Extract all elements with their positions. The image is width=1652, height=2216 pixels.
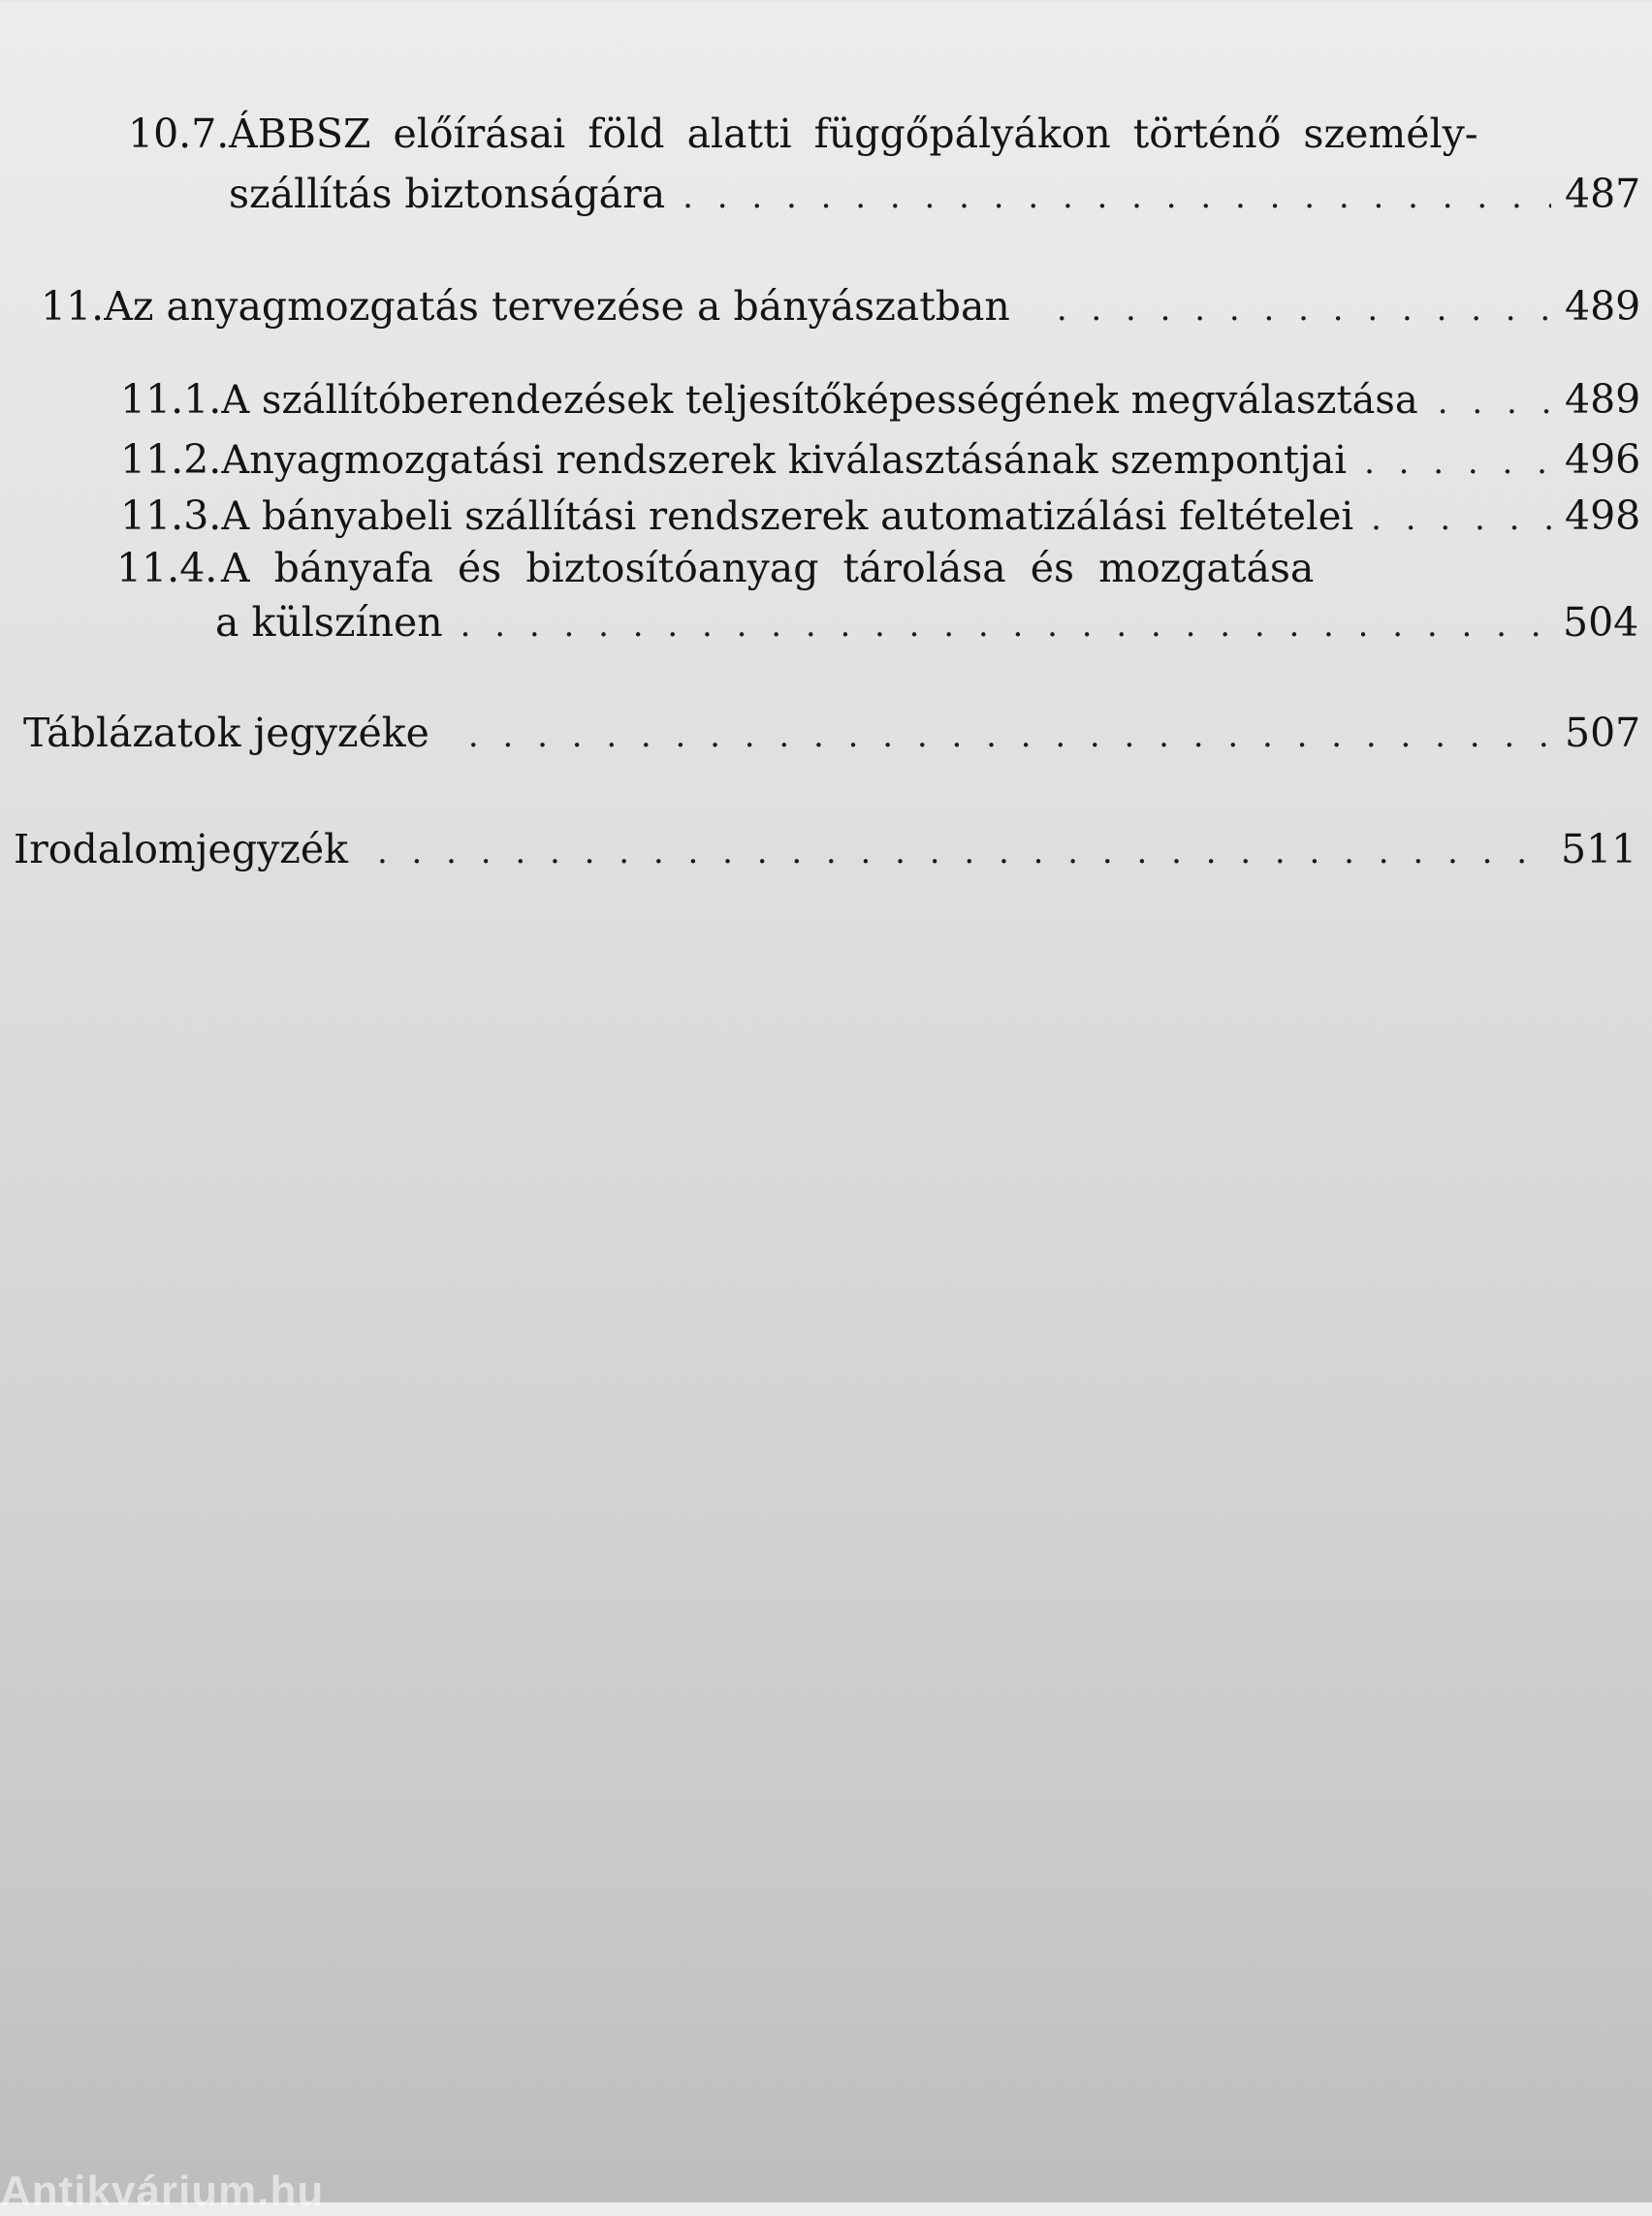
toc-number: 11. <box>41 283 105 330</box>
dot-leader <box>468 719 1551 752</box>
toc-title: A szállítóberendezések teljesítőképességének megválasztása <box>221 378 1418 423</box>
toc-page-number: 498 <box>1565 492 1641 539</box>
toc-entry-11-4-line2[interactable] <box>215 599 1639 646</box>
toc-title: Táblázatok jegyzéke <box>23 710 429 756</box>
toc-title-continued: szállítás biztonságára <box>229 171 666 217</box>
toc-entry-bibliography[interactable] <box>14 826 1637 872</box>
toc-title-continued: a külszínen <box>215 599 443 646</box>
dot-leader <box>1371 502 1551 535</box>
toc-entry-11-1[interactable] <box>120 376 1641 423</box>
toc-page-number: 496 <box>1565 436 1641 483</box>
toc-number: 10.7. <box>128 111 230 157</box>
toc-title: A bányabeli szállítási rendszerek automatizálási feltételei <box>221 494 1354 539</box>
toc-page-number: 511 <box>1561 826 1637 872</box>
toc-entry-11[interactable] <box>41 283 1641 330</box>
toc-title: Anyagmozgatási rendszerek kiválasztásának szempontjai <box>221 438 1348 483</box>
toc-entry-11-2[interactable] <box>120 436 1641 483</box>
toc-page-number: 489 <box>1565 376 1641 423</box>
toc-entry-tables[interactable] <box>23 710 1641 756</box>
dot-leader <box>1057 293 1551 326</box>
toc-title: A bányafa és biztosítóanyag tárolása és mozgatása <box>221 545 1315 591</box>
toc-title: Irodalomjegyzék <box>14 826 348 872</box>
toc-entry-10-7-line1[interactable] <box>128 111 1543 157</box>
toc-page-number: 487 <box>1565 171 1641 217</box>
toc-number: 11.1. <box>120 376 222 423</box>
toc-number: 11.3. <box>120 492 222 539</box>
watermark: Antikvárium.hu <box>0 2168 325 2215</box>
toc-number: 11.2. <box>120 436 222 483</box>
toc-entry-10-7-line2[interactable] <box>229 171 1641 217</box>
dot-leader <box>377 836 1547 869</box>
dot-leader <box>1438 386 1551 419</box>
toc-page-number: 507 <box>1565 710 1641 756</box>
toc-page-number: 489 <box>1565 283 1641 330</box>
toc-title: ÁBBSZ előírásai föld alatti függőpályákon történő személy- <box>229 111 1478 157</box>
dot-leader <box>683 180 1551 213</box>
toc-entry-11-3[interactable] <box>120 492 1641 539</box>
toc-entry-11-4-line1[interactable] <box>116 545 1454 591</box>
toc-page-number: 504 <box>1563 599 1639 646</box>
toc-number: 11.4. <box>116 545 218 591</box>
dot-leader <box>461 609 1549 642</box>
dot-leader <box>1364 446 1551 479</box>
toc-title: Az anyagmozgatás tervezése a bányászatban <box>104 283 1010 330</box>
